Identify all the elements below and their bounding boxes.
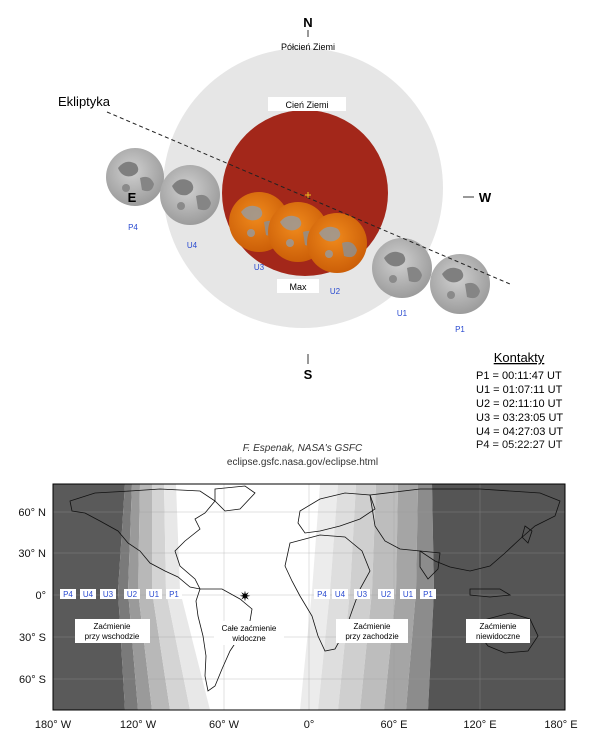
contact-row: P1 = 00:11:47 UT <box>476 370 562 382</box>
contact-marker-U1: U1 <box>396 309 408 318</box>
map-marker: P1 <box>169 590 179 599</box>
zone-label-not-visible <box>466 619 530 643</box>
map-marker: U2 <box>380 590 392 599</box>
lat-label: 30° N <box>18 548 46 560</box>
contact-row: U4 = 04:27:03 UT <box>476 426 564 438</box>
compass-north: N <box>303 15 313 30</box>
map-marker: U1 <box>148 590 160 599</box>
greatest-eclipse-star: ✷ <box>239 588 251 604</box>
lat-label: 30° S <box>18 632 46 644</box>
contact-row: U1 = 01:07:11 UT <box>476 384 563 396</box>
lon-label: 180° W <box>34 719 72 731</box>
svg-text:Zaćmienie: Zaćmienie <box>353 622 391 631</box>
contact-marker-U4: U4 <box>186 241 198 250</box>
max-label: Max <box>289 282 307 292</box>
map-marker: U2 <box>126 590 138 599</box>
map-marker: P4 <box>63 590 73 599</box>
lon-label: 60° E <box>380 719 408 731</box>
contact-marker-U2: U2 <box>329 287 341 296</box>
lon-label: 180° E <box>544 719 578 731</box>
north-pole-label: Półcień Ziemi <box>280 42 336 52</box>
moon-U2 <box>307 213 367 273</box>
lon-label: 120° W <box>119 719 157 731</box>
contact-row: P4 = 05:22:27 UT <box>476 439 563 451</box>
svg-text:niewidoczne: niewidoczne <box>475 632 521 641</box>
svg-text:Zaćmienie: Zaćmienie <box>93 622 131 631</box>
contact-marker-P4: P4 <box>128 223 138 232</box>
map-marker: U4 <box>82 590 94 599</box>
zone-label-total <box>214 621 284 645</box>
moon-U4 <box>160 165 220 225</box>
map-marker: U1 <box>402 590 414 599</box>
svg-text:przy wschodzie: przy wschodzie <box>84 632 140 641</box>
contacts-title: Kontakty <box>493 350 545 365</box>
contact-row: U3 = 03:23:05 UT <box>476 412 564 424</box>
compass-west: W <box>478 190 492 205</box>
svg-text:Całe zaćmienie: Całe zaćmienie <box>221 624 277 633</box>
not-visible-zone <box>428 484 565 710</box>
contact-marker-U3: U3 <box>253 263 265 272</box>
map-marker: U3 <box>356 590 368 599</box>
lon-label: 60° W <box>208 719 240 731</box>
svg-text:przy zachodzie: przy zachodzie <box>345 632 399 641</box>
umbra-label: Cień Ziemi <box>285 100 329 110</box>
zone-label-rising <box>75 619 150 643</box>
lat-label: 60° S <box>18 674 46 686</box>
map-marker: P4 <box>317 590 327 599</box>
compass-east: E <box>127 190 137 205</box>
credit-url: eclipse.gsfc.nasa.gov/eclipse.html <box>226 457 379 468</box>
credit-author: F. Espenak, NASA's GSFC <box>242 443 363 454</box>
lat-label: 60° N <box>18 507 46 519</box>
moon-P1 <box>430 254 490 314</box>
map-marker: P1 <box>423 590 433 599</box>
contact-marker-P1: P1 <box>455 325 465 334</box>
zone-label-setting <box>336 619 408 643</box>
lon-label: 120° E <box>463 719 497 731</box>
contact-row: U2 = 02:11:10 UT <box>476 398 563 410</box>
svg-text:widoczne: widoczne <box>232 634 266 643</box>
svg-text:Zaćmienie: Zaćmienie <box>479 622 517 631</box>
compass-south: S <box>303 367 313 382</box>
map-marker: U3 <box>102 590 114 599</box>
lon-label: 0° <box>303 719 315 731</box>
map-marker: U4 <box>334 590 346 599</box>
ecliptic-label: Ekliptyka <box>58 94 111 109</box>
visibility-map <box>0 471 605 741</box>
lat-label: 0° <box>35 590 46 602</box>
